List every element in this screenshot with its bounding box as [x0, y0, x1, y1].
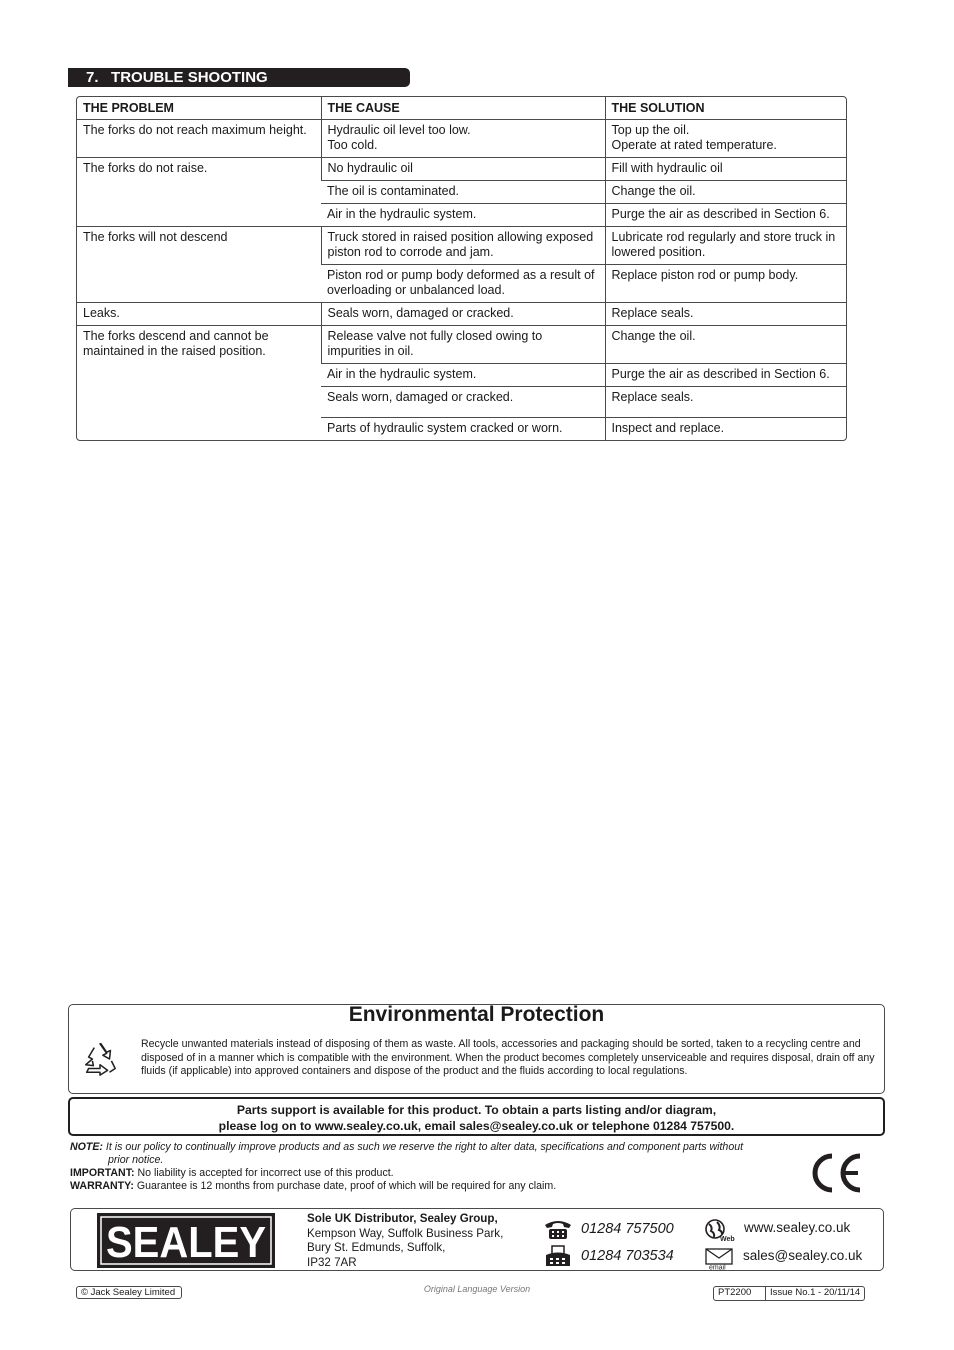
table-row [77, 120, 846, 158]
important-label: IMPORTANT: [70, 1167, 135, 1179]
warranty-text: Guarantee is 12 months from purchase date, proof of which will be required for any claim. [133, 1180, 557, 1192]
solution-cell: Purge the air as described in Section 6. [605, 204, 846, 227]
note-text: It is our policy to continually improve products and as such we reserve the right to alter data, specifications and component parts without [102, 1141, 744, 1153]
parts-support-box [68, 1097, 885, 1136]
model-number: PT2200 [714, 1287, 766, 1300]
note-line [70, 1141, 800, 1154]
solution-cell: Fill with hydraulic oil [605, 158, 846, 181]
address-line: Bury St. Edmunds, Suffolk, [307, 1241, 446, 1254]
solution-cell: Replace seals. [605, 387, 846, 418]
table-header-row [77, 97, 846, 120]
ce-mark-icon [806, 1150, 864, 1196]
sealey-logo [97, 1213, 275, 1268]
table-row [77, 227, 846, 265]
solution-cell: Change the oil. [605, 181, 846, 204]
cause-cell: The oil is contaminated. [321, 181, 605, 204]
solution-cell: Top up the oil. Operate at rated temperature. [605, 120, 846, 158]
environment-text: Recycle unwanted materials instead of disposing of them as waste. All tools, accessories and packaging should be sorted, taken to a recycling centre and disposed of in a manner which is compatible with the environment. When the product becomes completely unserviceable and requires disposal, drain off any fluids (if applicable) into approved containers and dispose of the product and the fluids according to local regulations. [141, 1038, 875, 1077]
cause-cell: Seals worn, damaged or cracked. [321, 387, 605, 418]
cause-cell: Seals worn, damaged or cracked. [321, 303, 605, 326]
copyright-tag: © Jack Sealey Limited [76, 1286, 182, 1299]
cause-cell: No hydraulic oil [321, 158, 605, 181]
distributor-address [307, 1212, 503, 1270]
email-link[interactable]: sales@sealey.co.uk [743, 1248, 863, 1263]
table-row [77, 326, 846, 364]
important-line [70, 1167, 800, 1180]
trouble-shooting-table [76, 96, 847, 441]
warranty-line [70, 1180, 800, 1193]
cause-cell: Piston rod or pump body deformed as a result of overloading or unbalanced load. [321, 265, 605, 303]
problem-cell: The forks descend and cannot be maintained in the raised position. [77, 326, 321, 441]
important-text: No liability is accepted for incorrect use of this product. [134, 1167, 394, 1179]
recycle-icon [81, 1040, 119, 1078]
note-line-2 [70, 1154, 800, 1167]
table-row [77, 158, 846, 181]
section-header [68, 68, 410, 87]
problem-cell: The forks will not descend [77, 227, 321, 303]
section-title: TROUBLE SHOOTING [111, 69, 268, 86]
solution-cell: Purge the air as described in Section 6. [605, 364, 846, 387]
solution-cell: Change the oil. [605, 326, 846, 364]
fax-icon [543, 1245, 573, 1267]
solution-cell: Replace seals. [605, 303, 846, 326]
cause-cell: Hydraulic oil level too low. Too cold. [321, 120, 605, 158]
note-text-2: prior notice. [108, 1154, 164, 1166]
issue-tag [713, 1286, 865, 1301]
phone-number[interactable]: 01284 757500 [581, 1221, 674, 1237]
cause-cell: Parts of hydraulic system cracked or worn. [321, 418, 605, 441]
parts-support-line-2: please log on to www.sealey.co.uk, email sales@sealey.co.uk or telephone 01284 757500. [218, 1119, 735, 1133]
solution-cell: Lubricate rod regularly and store truck in lowered position. [605, 227, 846, 265]
warranty-label: WARRANTY: [70, 1180, 134, 1192]
cause-cell: Air in the hydraulic system. [321, 204, 605, 227]
problem-cell: The forks do not raise. [77, 158, 321, 227]
problem-cell: Leaks. [77, 303, 321, 326]
website-link[interactable]: www.sealey.co.uk [744, 1220, 851, 1235]
web-icon-label: Web [720, 1236, 735, 1242]
email-icon-label: email [709, 1264, 726, 1270]
parts-support-line-1: Parts support is available for this product. To obtain a parts listing and/or diagram, [236, 1103, 717, 1117]
notes-block [70, 1141, 800, 1193]
solution-cell: Inspect and replace. [605, 418, 846, 441]
cause-cell: Air in the hydraulic system. [321, 364, 605, 387]
problem-cell: The forks do not reach maximum height. [83, 123, 307, 137]
web-globe-icon [703, 1218, 735, 1242]
cause-cell: Release valve not fully closed owing to impurities in oil. [321, 326, 605, 364]
section-number: 7. [86, 69, 99, 86]
telephone-icon [543, 1218, 573, 1240]
solution-cell: Replace piston rod or pump body. [605, 265, 846, 303]
address-line: IP32 7AR [307, 1255, 357, 1269]
email-envelope-icon [705, 1248, 733, 1270]
distributor-title: Sole UK Distributor, Sealey Group, [307, 1212, 498, 1225]
language-version: Original Language Version [423, 1284, 531, 1294]
contact-box [70, 1208, 884, 1271]
logo-text: SEALEY [106, 1218, 266, 1267]
environment-title: Environmental Protection [348, 1003, 605, 1026]
fax-number[interactable]: 01284 703534 [581, 1248, 674, 1264]
header-solution: THE SOLUTION [605, 97, 846, 120]
address-line: Kempson Way, Suffolk Business Park, [307, 1226, 504, 1240]
header-problem: THE PROBLEM [77, 97, 321, 120]
cause-cell: Truck stored in raised position allowing exposed piston rod to corrode and jam. [321, 227, 605, 265]
note-label: NOTE: [70, 1141, 103, 1153]
issue-number: Issue No.1 - 20/11/14 [770, 1287, 861, 1298]
environmental-protection-box [68, 1004, 885, 1094]
table-row [77, 303, 846, 326]
header-cause: THE CAUSE [321, 97, 605, 120]
